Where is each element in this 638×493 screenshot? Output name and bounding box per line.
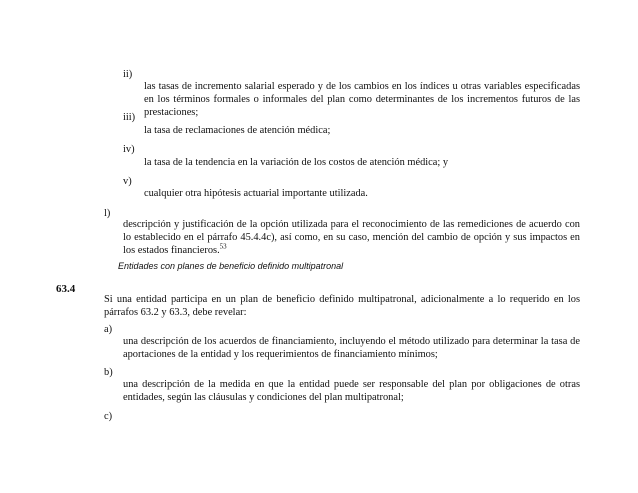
item-c-marker: c) bbox=[104, 411, 113, 422]
item-a-text: una descripción de los acuerdos de financiamiento, incluyendo el método utilizado para determinar la tasa de aportaciones de la entidad y los requerimientos de financiamiento mínimos; bbox=[123, 336, 580, 360]
item-iv-marker: iv) bbox=[123, 144, 135, 155]
multiemployer-heading: Entidades con planes de beneficio definido multipatronal bbox=[118, 261, 344, 271]
item-ii-text: las tasas de incremento salarial esperado y de los cambios en los índices u otras variables especificadas en los términos formales o informales del plan como determinantes de los incrementos futuros de las prestaciones; bbox=[144, 81, 580, 118]
item-iii-marker: iii) bbox=[123, 112, 136, 123]
section-number: 63.4 bbox=[56, 283, 76, 295]
item-a-marker: a) bbox=[104, 324, 113, 335]
item-b-marker: b) bbox=[104, 367, 113, 378]
item-l-paragraph bbox=[123, 218, 580, 257]
section-intro: Si una entidad participa en un plan de beneficio definido multipatronal, adicionalmente a lo requerido en los párrafos 63.2 y 63.3, debe revelar: bbox=[104, 294, 580, 318]
footnote-ref-53: 53 bbox=[219, 242, 227, 251]
item-v-marker: v) bbox=[123, 176, 132, 187]
item-v-text: cualquier otra hipótesis actuarial importante utilizada. bbox=[144, 188, 368, 199]
item-iv-text: la tasa de la tendencia en la variación de los costos de atención médica; y bbox=[144, 157, 449, 168]
item-b-text: una descripción de la medida en que la entidad puede ser responsable del plan por obligaciones de otras entidades, según las cláusulas y condiciones del plan multipatronal; bbox=[123, 379, 580, 403]
item-iii-text: la tasa de reclamaciones de atención médica; bbox=[144, 125, 331, 136]
item-l-marker: l) bbox=[104, 208, 111, 219]
item-ii-marker: ii) bbox=[123, 69, 133, 80]
item-l-text: descripción y justificación de la opción utilizada para el reconocimiento de las remediciones de acuerdo con lo establecido en el párrafo 45.4.4c), así como, en su caso, mención del cambio de opción y sus impactos en los estados financieros. bbox=[123, 219, 580, 256]
